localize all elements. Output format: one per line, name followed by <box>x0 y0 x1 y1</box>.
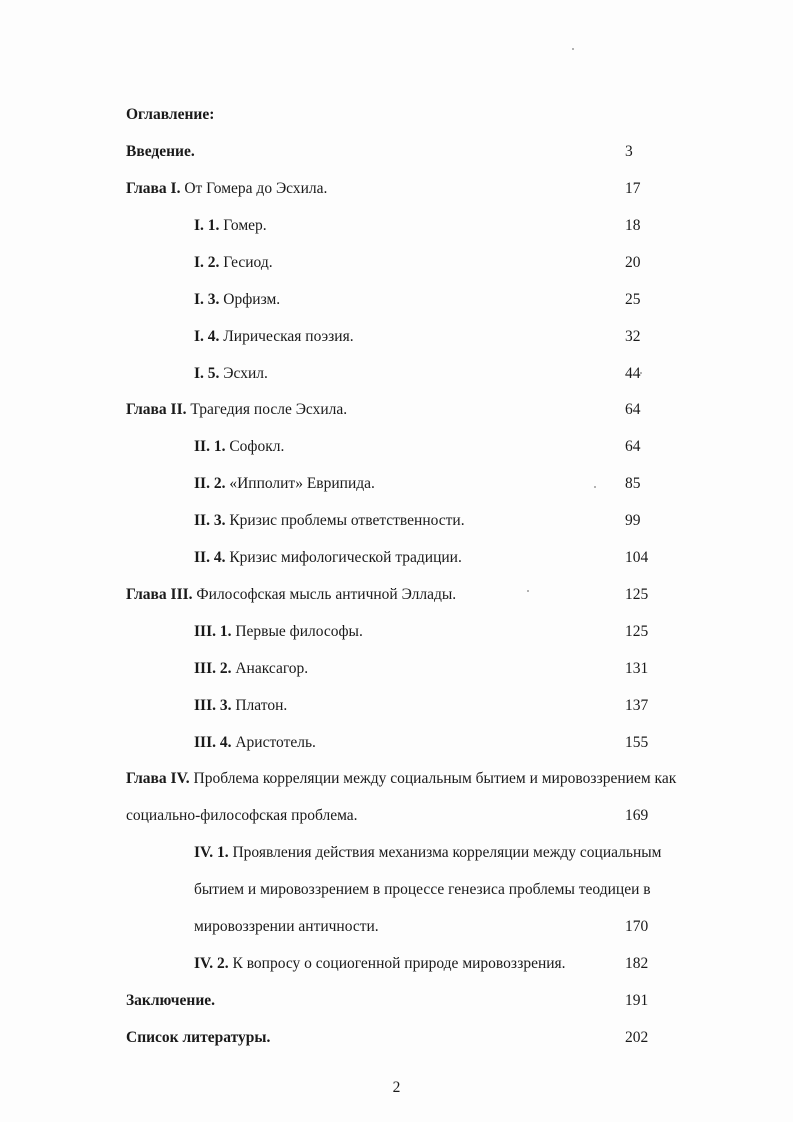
toc-page-ch3-4: 155 <box>625 734 649 751</box>
toc-page-ch2-4: 104 <box>625 549 649 566</box>
toc-entry-ch3 <box>126 585 456 605</box>
toc-page-ch2-3: 99 <box>625 512 641 529</box>
toc-title: «Ипполит» Еврипида. <box>229 475 375 492</box>
toc-prefix: I. 3. <box>194 291 220 308</box>
toc-entry-ch4-1 <box>194 843 662 863</box>
toc-entry-ch1 <box>126 179 327 199</box>
toc-prefix: IV. 2. <box>194 955 229 972</box>
toc-title: Орфизм. <box>223 291 281 308</box>
toc-entry-ch2-3 <box>194 511 465 531</box>
toc-prefix: III. 1. <box>194 623 232 640</box>
toc-entry-ch3-3 <box>194 696 287 716</box>
toc-entry-ch3-1 <box>194 622 363 642</box>
toc-entry-ch1-1 <box>194 216 267 236</box>
toc-page-ch3: 125 <box>625 586 649 603</box>
toc-prefix: IV. 1. <box>194 844 229 861</box>
toc-title: Философская мысль античной Эллады. <box>196 586 457 603</box>
toc-page-ch1-4: 32 <box>625 328 641 345</box>
toc-title: Гесиод. <box>223 254 273 271</box>
toc-page-ch1-2: 20 <box>625 254 641 271</box>
page-number: 2 <box>392 1079 401 1096</box>
toc-title: Первые философы. <box>235 623 363 640</box>
toc-page-intro: 3 <box>625 143 633 160</box>
toc-prefix: II. 2. <box>194 475 226 492</box>
toc-prefix: I. 1. <box>194 217 220 234</box>
scan-speck <box>572 48 574 50</box>
toc-prefix: I. 4. <box>194 328 220 345</box>
toc-page-ch1-1: 18 <box>625 217 641 234</box>
toc-entry-ch1-4 <box>194 327 354 347</box>
toc-title: Трагедия после Эсхила. <box>190 401 348 418</box>
toc-entry-ch3-2 <box>194 659 308 679</box>
toc-prefix: II. 1. <box>194 438 226 455</box>
toc-prefix: Глава II. <box>126 401 187 418</box>
toc-entry-ch1-5 <box>194 364 268 384</box>
toc-entry-ch2 <box>126 400 347 420</box>
toc-entry-conclusion: Заключение. <box>126 992 216 1009</box>
toc-title: Лирическая поэзия. <box>223 328 354 345</box>
toc-title: К вопросу о социогенной природе мировоззрения. <box>232 955 566 972</box>
toc-prefix: II. 3. <box>194 512 226 529</box>
toc-page-ch3-1: 125 <box>625 623 649 640</box>
toc-title: Аристотель. <box>235 734 316 751</box>
toc-title: Гомер. <box>223 217 267 234</box>
toc-entry-ch1-3 <box>194 290 280 310</box>
toc-title: Платон. <box>235 697 288 714</box>
toc-entry-ch1-2 <box>194 253 273 273</box>
toc-title: Анаксагор. <box>235 660 309 677</box>
toc-prefix: I. 5. <box>194 365 220 382</box>
toc-title: Проявления действия механизма корреляции между социальным <box>232 844 662 861</box>
toc-title: Кризис мифологической традиции. <box>229 549 462 566</box>
toc-prefix: I. 2. <box>194 254 220 271</box>
toc-page-ch1-5: 44 <box>625 365 641 382</box>
toc-prefix: III. 2. <box>194 660 232 677</box>
toc-heading: Оглавление: <box>126 106 215 123</box>
toc-prefix: Глава I. <box>126 180 181 197</box>
toc-entry-ch4-cont: социально-философская проблема. <box>126 807 358 824</box>
toc-page-ch3-3: 137 <box>625 697 649 714</box>
toc-entry-bibliography: Список литературы. <box>126 1029 271 1046</box>
toc-page-ch2-1: 64 <box>625 438 641 455</box>
scan-speck <box>594 486 596 488</box>
toc-title: Проблема корреляции между социальным бытием и мировоззрением как <box>193 770 677 787</box>
toc-page-bibliography: 202 <box>625 1029 649 1046</box>
toc-prefix: Глава III. <box>126 586 193 603</box>
toc-page-ch3-2: 131 <box>625 660 649 677</box>
toc-title: Кризис проблемы ответственности. <box>229 512 465 529</box>
toc-prefix: III. 4. <box>194 734 232 751</box>
toc-page-ch2: 64 <box>625 401 641 418</box>
toc-entry-ch2-2 <box>194 474 375 494</box>
toc-entry-ch4-1-cont2: мировоззрении античности. <box>194 918 379 935</box>
toc-page-ch1: 17 <box>625 180 641 197</box>
toc-title: Эсхил. <box>223 365 268 382</box>
toc-entry-ch4 <box>126 769 676 789</box>
toc-entry-ch4-2 <box>194 954 566 974</box>
scan-speck <box>527 590 529 592</box>
toc-page-conclusion: 191 <box>625 992 649 1009</box>
toc-page-ch4-2: 182 <box>625 955 649 972</box>
toc-prefix: Глава IV. <box>126 770 190 787</box>
toc-prefix: II. 4. <box>194 549 226 566</box>
toc-entry-ch2-4 <box>194 548 462 568</box>
toc-title: Софокл. <box>229 438 285 455</box>
toc-page-ch1-3: 25 <box>625 291 641 308</box>
toc-page-ch2-2: 85 <box>625 475 641 492</box>
toc-prefix: III. 3. <box>194 697 232 714</box>
toc-entry-ch3-4 <box>194 733 316 753</box>
scan-speck <box>640 372 642 374</box>
toc-page-ch4: 169 <box>625 807 649 824</box>
toc-entry-ch4-1-cont: бытием и мировоззрением в процессе генезиса проблемы теодицеи в <box>194 881 651 898</box>
toc-entry-ch2-1 <box>194 437 284 457</box>
toc-title: От Гомера до Эсхила. <box>184 180 328 197</box>
toc-page-ch4-1: 170 <box>625 918 649 935</box>
toc-entry-intro: Введение. <box>126 143 195 160</box>
